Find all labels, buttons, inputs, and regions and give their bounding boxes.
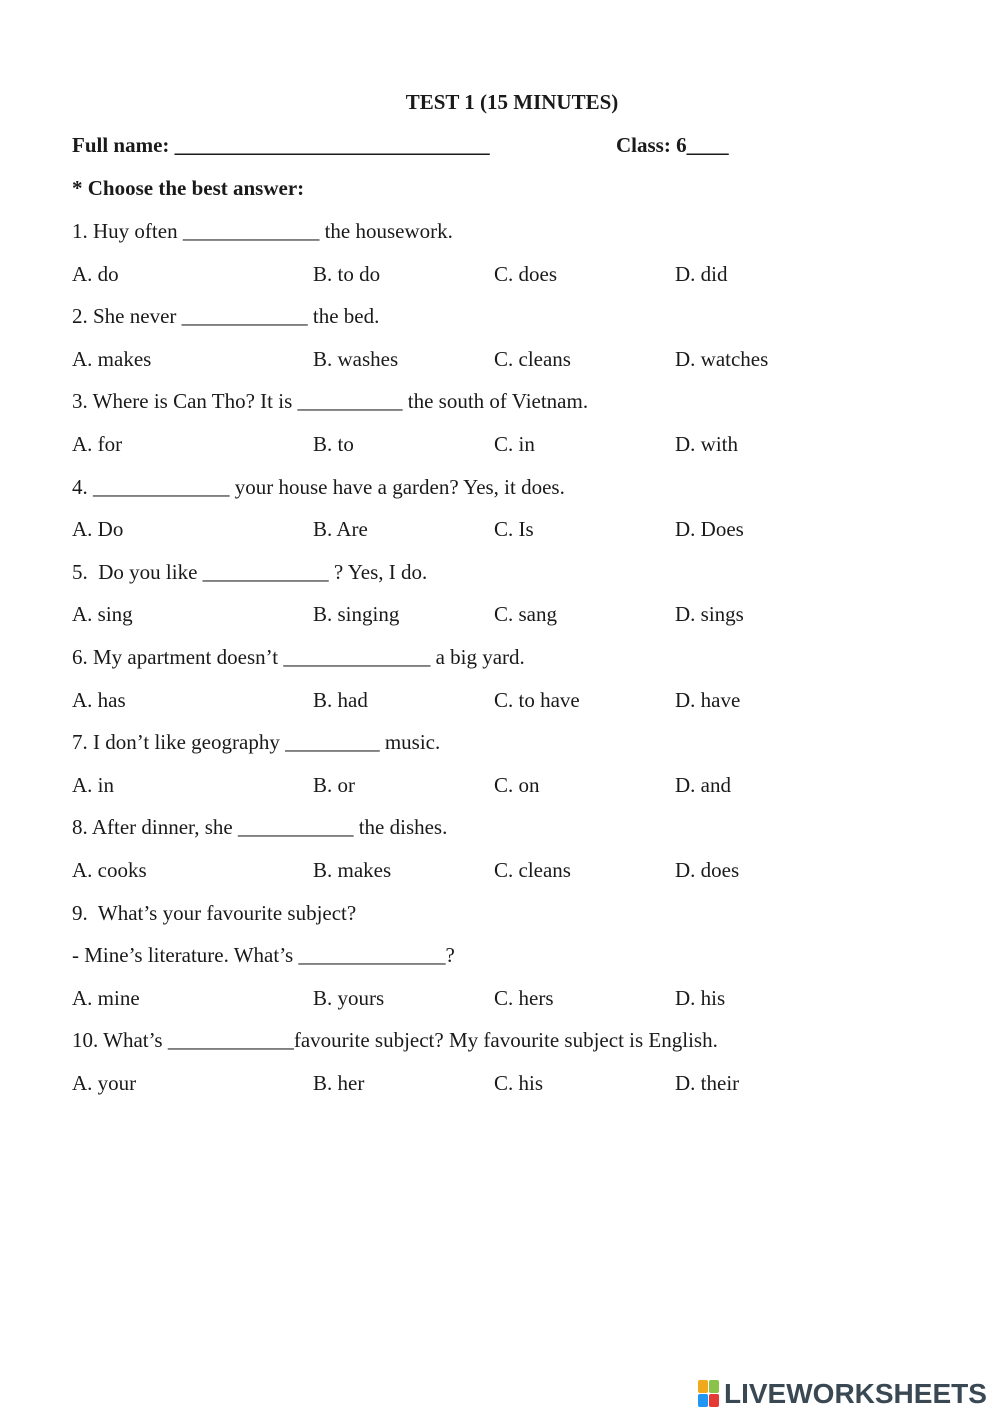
answer-option-a[interactable]: A. for [72,432,123,456]
question-text: 9. What’s your favourite subject? [72,901,357,925]
answer-option-c[interactable]: C. hers [494,986,554,1010]
answer-option-d[interactable]: D. does [675,858,740,882]
answer-option-b[interactable]: B. her [313,1071,365,1095]
answer-option-b[interactable]: B. Are [313,517,368,541]
answer-option-a[interactable]: A. Do [72,517,124,541]
question-text-continued: - Mine’s literature. What’s ______________? [72,943,455,967]
answer-option-c[interactable]: C. does [494,262,557,286]
answer-option-d[interactable]: D. have [675,688,741,712]
answer-option-b[interactable]: B. or [313,773,355,797]
question-text: 2. She never ____________ the bed. [72,304,380,328]
answer-option-a[interactable]: A. sing [72,602,133,626]
liveworksheets-logo [698,1377,987,1411]
answer-option-b[interactable]: B. singing [313,602,400,626]
question-text: 3. Where is Can Tho? It is __________ the south of Vietnam. [72,389,589,413]
question-text: 4. _____________ your house have a garden? Yes, it does. [72,475,565,499]
answer-option-c[interactable]: C. to have [494,688,580,712]
answer-option-b[interactable]: B. to [313,432,354,456]
answer-option-b[interactable]: B. to do [313,262,381,286]
question-text: 1. Huy often _____________ the housework. [72,219,453,243]
answer-option-c[interactable]: C. in [494,432,535,456]
page-title: TEST 1 (15 MINUTES) [405,90,619,114]
answer-option-d[interactable]: D. with [675,432,738,456]
answer-option-d[interactable]: D. their [675,1071,740,1095]
brand-name: LIVEWORKSHEETS [724,1378,987,1409]
answer-option-a[interactable]: A. cooks [72,858,147,882]
answer-option-a[interactable]: A. has [72,688,126,712]
question-text: 7. I don’t like geography _________ music. [72,730,441,754]
question-text: 8. After dinner, she ___________ the dishes. [72,815,448,839]
answer-option-a[interactable]: A. makes [72,347,152,371]
question-text: 5. Do you like ____________ ? Yes, I do. [72,560,428,584]
answer-option-d[interactable]: D. did [675,262,728,286]
question-text: 6. My apartment doesn’t ______________ a big yard. [72,645,525,669]
answer-option-a[interactable]: A. your [72,1071,137,1095]
answer-option-a[interactable]: A. do [72,262,119,286]
answer-option-d[interactable]: D. Does [675,517,744,541]
answer-option-c[interactable]: C. cleans [494,347,571,371]
answer-option-a[interactable]: A. in [72,773,114,797]
answer-option-d[interactable]: D. sings [675,602,744,626]
answer-option-c[interactable]: C. sang [494,602,557,626]
answer-option-d[interactable]: D. watches [675,347,769,371]
answer-option-d[interactable]: D. and [675,773,731,797]
question-text: 10. What’s ____________favourite subject? My favourite subject is English. [72,1028,718,1052]
full-name-label: Full name: ______________________________ [72,133,490,157]
answer-option-a[interactable]: A. mine [72,986,140,1010]
answer-option-b[interactable]: B. yours [313,986,385,1010]
answer-option-b[interactable]: B. makes [313,858,392,882]
class-label: Class: 6____ [616,133,729,157]
answer-option-c[interactable]: C. on [494,773,540,797]
instruction: * Choose the best answer: [72,176,305,200]
answer-option-b[interactable]: B. washes [313,347,399,371]
answer-option-c[interactable]: C. cleans [494,858,571,882]
liveworksheets-logo-icon [698,1380,720,1408]
answer-option-b[interactable]: B. had [313,688,368,712]
answer-option-c[interactable]: C. his [494,1071,544,1095]
answer-option-d[interactable]: D. his [675,986,726,1010]
answer-option-c[interactable]: C. Is [494,517,534,541]
